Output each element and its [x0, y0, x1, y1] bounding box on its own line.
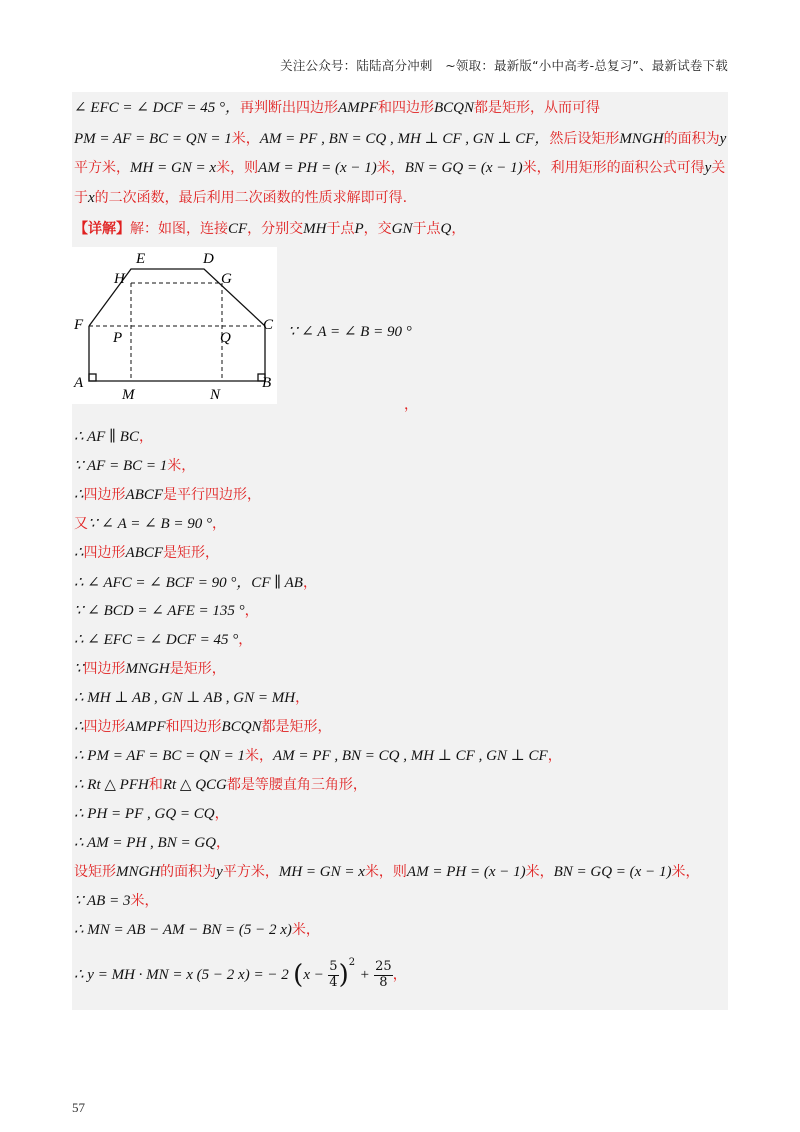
- text-segment: 是矩形，: [169, 661, 226, 677]
- text-segment: 米，则: [364, 864, 407, 880]
- text-segment: 的面积为: [160, 864, 217, 880]
- right-angle-a: [89, 374, 96, 381]
- solution-content: [72, 92, 728, 1010]
- lines-line: [74, 96, 600, 117]
- text-segment: AM = PH = (x − 1): [258, 160, 377, 176]
- text-segment: ∴: [74, 719, 84, 735]
- text-segment: ，: [244, 603, 259, 619]
- text-segment: 米，则: [216, 160, 259, 176]
- text-segment: ∴: [74, 545, 84, 561]
- steps-line: [74, 455, 195, 475]
- text-segment: 平方米，: [74, 160, 130, 176]
- text-segment: 于: [74, 190, 88, 206]
- steps-line: [74, 890, 158, 910]
- text-segment: ∴ ∠ EFC = ∠ DCF = 45 °: [74, 632, 239, 648]
- text-segment: 四边形: [83, 661, 126, 677]
- text-segment: 四边形: [83, 487, 126, 503]
- lines-line: [74, 157, 725, 177]
- text-segment: ，分别交: [247, 221, 304, 237]
- lines-line: [74, 127, 726, 148]
- text-segment: ∴ MH ⊥ AB , GN ⊥ AB , GN = MH: [74, 690, 296, 706]
- figure-svg: [72, 247, 277, 404]
- text-segment: ∵ ∠ A = ∠ B = 90 °: [88, 516, 212, 532]
- text-segment: 平方米，: [222, 864, 279, 880]
- text-segment: ，: [238, 632, 253, 648]
- steps-line: [74, 832, 230, 852]
- label-a: A: [74, 375, 84, 391]
- text-segment: ∴ AF ∥ BC: [74, 429, 139, 445]
- text-segment: GN: [391, 221, 413, 237]
- text-segment: ，: [547, 748, 562, 764]
- steps-line: [74, 600, 259, 620]
- page-header: 关注公众号：陆陆高分冲刺 ~领取：最新版“小中高考-总复习”、最新试卷下载: [280, 58, 728, 73]
- text-segment: MH = GN = x: [130, 160, 217, 176]
- text-segment: AMPF: [125, 719, 166, 735]
- text-segment: 又: [74, 516, 88, 532]
- text-segment: CF: [228, 221, 248, 237]
- text-segment: 再判断出四边形: [239, 100, 338, 116]
- label-g: G: [221, 271, 232, 287]
- text-segment: MH: [303, 221, 327, 237]
- text-segment: MNGH: [125, 661, 170, 677]
- text-segment: ∴ ∠ AFC = ∠ BCF = 90 °，CF ∥ AB: [74, 575, 303, 591]
- text-segment: P: [354, 221, 364, 237]
- steps-line: [74, 745, 562, 765]
- text-segment: 于点: [412, 221, 441, 237]
- text-segment: 米，: [167, 458, 196, 474]
- label-f: F: [74, 317, 84, 333]
- text-segment: 米，: [231, 131, 260, 147]
- text-segment: 米，利用矩形的面积公式可得: [522, 160, 705, 176]
- steps-line: [74, 919, 320, 939]
- text-segment: ABCF: [125, 545, 164, 561]
- text-segment: ，: [211, 516, 226, 532]
- text-segment: ∴ Rt △ PFH: [74, 777, 149, 793]
- text-segment: Rt △ QCG: [162, 777, 227, 793]
- steps-line: [74, 484, 261, 504]
- lines-line: [74, 187, 407, 207]
- figure-side-text: ∵ ∠ A = ∠ B = 90 °: [288, 324, 412, 340]
- text-segment: 和四边形: [165, 719, 222, 735]
- final-equation: ∴ y = MH · MN = x (5 − 2 x) = − 2 (x − $\frac{5}{4}$ )$^2$ + $\frac{25}{8}$ ，: [74, 957, 407, 990]
- text-segment: 【详解】: [74, 221, 130, 237]
- text-segment: ，: [214, 806, 229, 822]
- label-p: P: [113, 330, 123, 346]
- text-segment: 米，: [376, 160, 405, 176]
- text-segment: ∵ AF = BC = 1: [74, 458, 168, 474]
- text-segment: AMPF: [337, 100, 378, 116]
- text-segment: ，: [295, 690, 310, 706]
- text-segment: ∴ MN = AB − AM − BN = (5 − 2 x): [74, 922, 292, 938]
- figure-mark: ，: [404, 397, 418, 413]
- text-segment: 都是矩形，从而可得: [473, 100, 600, 116]
- lines-line: [74, 218, 465, 238]
- text-segment: 米，: [671, 864, 700, 880]
- text-segment: MNGH: [116, 864, 161, 880]
- label-e: E: [136, 251, 146, 267]
- steps-line: [74, 774, 367, 794]
- steps-line: [74, 629, 252, 649]
- text-segment: 和: [148, 777, 163, 793]
- text-segment: ∴ PM = AF = BC = QN = 1: [74, 748, 245, 764]
- steps-line: [74, 571, 317, 592]
- text-segment: 是平行四边形，: [163, 487, 262, 503]
- text-segment: BCQN: [433, 100, 474, 116]
- steps-line: [74, 861, 699, 881]
- text-segment: ，: [451, 221, 466, 237]
- steps-line: [74, 716, 332, 736]
- text-segment: BCQN: [221, 719, 262, 735]
- label-m: M: [122, 387, 135, 403]
- label-b: B: [262, 375, 272, 391]
- text-segment: 都是等腰直角三角形，: [226, 777, 367, 793]
- steps-line: [74, 542, 219, 562]
- text-segment: PM = AF = BC = QN = 1: [74, 131, 232, 147]
- text-segment: ，交: [363, 221, 392, 237]
- page-number: 57: [72, 1100, 85, 1115]
- text-segment: 米，: [245, 748, 273, 764]
- text-segment: MH = GN = x: [278, 864, 365, 880]
- text-segment: 米，: [291, 922, 320, 938]
- text-segment: AM = PH = (x − 1): [406, 864, 526, 880]
- text-segment: ∴ AM = PH , BN = GQ: [74, 835, 217, 851]
- label-c: C: [263, 317, 274, 333]
- text-segment: BN = GQ = (x − 1): [404, 160, 523, 176]
- label-q: Q: [220, 330, 231, 346]
- geometry-figure: [72, 247, 277, 404]
- text-segment: AM = PF , BN = CQ , MH ⊥ CF , GN ⊥ CF: [273, 748, 548, 764]
- text-segment: ∵ ∠ BCD = ∠ AFE = 135 °: [74, 603, 245, 619]
- text-segment: 四边形: [83, 545, 126, 561]
- steps-line: [74, 658, 226, 678]
- steps-line: [74, 426, 153, 446]
- text-segment: MNGH: [619, 131, 664, 147]
- text-segment: ，: [302, 575, 317, 591]
- text-segment: 是矩形，: [163, 545, 220, 561]
- text-segment: 关: [711, 160, 726, 176]
- text-segment: ABCF: [125, 487, 164, 503]
- text-segment: 解：如图，连接: [130, 221, 228, 237]
- text-segment: ∴ PH = PF , GQ = CQ: [74, 806, 215, 822]
- text-segment: ∵: [74, 661, 84, 677]
- text-segment: 设矩形: [74, 864, 116, 880]
- text-segment: 四边形: [83, 719, 126, 735]
- steps-line: [74, 803, 229, 823]
- text-segment: ∠ EFC = ∠ DCF = 45 °，: [74, 100, 240, 116]
- text-segment: ∵ AB = 3: [74, 893, 131, 909]
- text-segment: 的二次函数，最后利用二次函数的性质求解即可得.: [94, 190, 408, 206]
- text-segment: AM = PF , BN = CQ , MH ⊥ CF , GN ⊥ CF，: [259, 131, 550, 147]
- text-segment: y: [216, 864, 223, 880]
- text-segment: ，: [138, 429, 153, 445]
- text-segment: BN = GQ = (x − 1): [553, 864, 672, 880]
- text-segment: Q: [440, 221, 452, 237]
- text-segment: x: [88, 190, 95, 206]
- label-d: D: [203, 251, 214, 267]
- text-segment: 米，: [130, 893, 159, 909]
- steps-line: [74, 513, 226, 533]
- text-segment: 米，: [525, 864, 554, 880]
- text-segment: 都是矩形，: [261, 719, 332, 735]
- text-segment: ∴: [74, 487, 84, 503]
- text-segment: 于点: [326, 221, 355, 237]
- steps-line: [74, 687, 309, 707]
- text-segment: 的面积为: [663, 131, 720, 147]
- label-h: H: [114, 271, 125, 287]
- label-n: N: [210, 387, 221, 403]
- text-segment: 和四边形: [377, 100, 434, 116]
- text-segment: y: [704, 160, 712, 176]
- text-segment: 然后设矩形: [549, 131, 620, 147]
- text-segment: ，: [216, 835, 231, 851]
- text-segment: y: [719, 131, 727, 147]
